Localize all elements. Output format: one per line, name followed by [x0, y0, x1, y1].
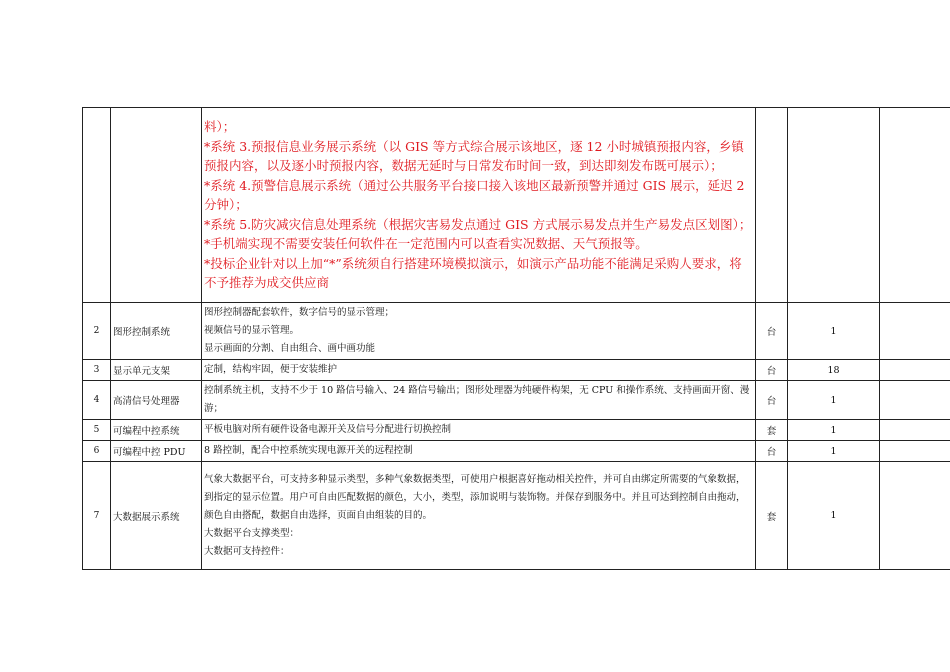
description-line: 图形控制器配套软件，数字信号的显示管理；: [204, 307, 395, 318]
description-line: 大数据可支持控件：: [204, 545, 290, 557]
item-unit: [756, 108, 788, 303]
item-description: [202, 360, 756, 381]
description-line: 大数据平台支撑类型：: [204, 527, 300, 539]
table-row: [83, 381, 950, 420]
item-name: 显示单元支架: [111, 360, 202, 381]
table-row: [83, 360, 950, 381]
item-quantity: [788, 108, 880, 303]
item-unit: 套: [756, 420, 788, 441]
item-name: 可编程中控 PDU: [111, 441, 202, 462]
description-line: 视频信号的显示管理。: [204, 325, 300, 336]
description-line: 8 路控制，配合中控系统实现电源开关的远程控制: [204, 445, 413, 456]
description-line: 控制系统主机，支持不少于 10 路信号输入、24 路信号输出；图形处理器为纯硬件构架，无 CPU 和操作系统、支持画面开窗、漫游；: [204, 385, 750, 414]
item-name: [111, 108, 202, 303]
table-row: [83, 420, 950, 441]
item-unit: 台: [756, 303, 788, 360]
empty-cell: [880, 441, 950, 462]
description-line: *系统 5.防灾减灾信息处理系统（根据灾害易发点通过 GIS 方式展示易发点并生产易发点区划图）；: [204, 216, 752, 232]
item-quantity: 18: [788, 360, 880, 381]
row-number: 4: [83, 381, 111, 420]
item-name: 高清信号处理器: [111, 381, 202, 420]
description-line: 料）；: [204, 119, 236, 135]
item-quantity: 1: [788, 420, 880, 441]
item-unit: 台: [756, 360, 788, 381]
row-number: [83, 108, 111, 303]
description-line: *系统 4.预警信息展示系统（通过公共服务平台接口接入该地区最新预警并通过 GIS 展示，延迟 2 分钟）；: [204, 177, 745, 213]
empty-cell: [880, 462, 950, 570]
row-number: 2: [83, 303, 111, 360]
item-description: [202, 420, 756, 441]
procurement-spec-table: [82, 107, 950, 570]
table-row: [83, 441, 950, 462]
item-unit: 套: [756, 462, 788, 570]
row-number: 3: [83, 360, 111, 381]
empty-cell: [880, 360, 950, 381]
description-line: *系统 3.预报信息业务展示系统（以 GIS 等方式综合展示该地区，逐 12 小时城镇预报内容，乡镇预报内容，以及逐小时预报内容，数据无延时与日常发布时间一致，到达即刻发布既可展示）；: [204, 138, 744, 174]
row-number: 6: [83, 441, 111, 462]
empty-cell: [880, 381, 950, 420]
table-row: [83, 108, 950, 303]
empty-cell: [880, 108, 950, 303]
item-name: 可编程中控系统: [111, 420, 202, 441]
item-name: 图形控制系统: [111, 303, 202, 360]
description-line: 定制，结构牢固，便于安装维护: [204, 364, 338, 375]
item-quantity: 1: [788, 303, 880, 360]
description-line: 平板电脑对所有硬件设备电源开关及信号分配进行切换控制: [204, 424, 452, 435]
item-unit: 台: [756, 441, 788, 462]
description-line: 气象大数据平台，可支持多种显示类型，多种气象数据类型，可使用户根据喜好拖动相关控件，并可自由绑定所需要的气象数据，到指定的显示位置。用户可自由匹配数据的颜色，大小，类型，添加说明与装饰物。并保存到服务中。并且可达到控制自由拖动，颜色自由搭配，数据自由选择，页面自由组装的目的。: [204, 473, 746, 521]
empty-cell: [880, 303, 950, 360]
item-description: [202, 441, 756, 462]
row-number: 7: [83, 462, 111, 570]
item-quantity: 1: [788, 381, 880, 420]
table-row: [83, 303, 950, 360]
item-description: [202, 108, 756, 303]
empty-cell: [880, 420, 950, 441]
item-unit: 台: [756, 381, 788, 420]
item-quantity: 1: [788, 441, 880, 462]
item-name: 大数据展示系统: [111, 462, 202, 570]
row-number: 5: [83, 420, 111, 441]
item-quantity: 1: [788, 462, 880, 570]
description-line: *手机端实现不需要安装任何软件在一定范围内可以查看实况数据、天气预报等。: [204, 236, 648, 252]
table-row: [83, 462, 950, 570]
description-line: *投标企业针对以上加“*”系统须自行搭建环境模拟演示，如演示产品功能不能满足采购人要求，将不予推荐为成交供应商: [204, 255, 742, 291]
item-description: [202, 462, 756, 570]
item-description: [202, 303, 756, 360]
description-line: 显示画面的分割、自由组合、画中画功能: [204, 343, 376, 354]
item-description: [202, 381, 756, 420]
